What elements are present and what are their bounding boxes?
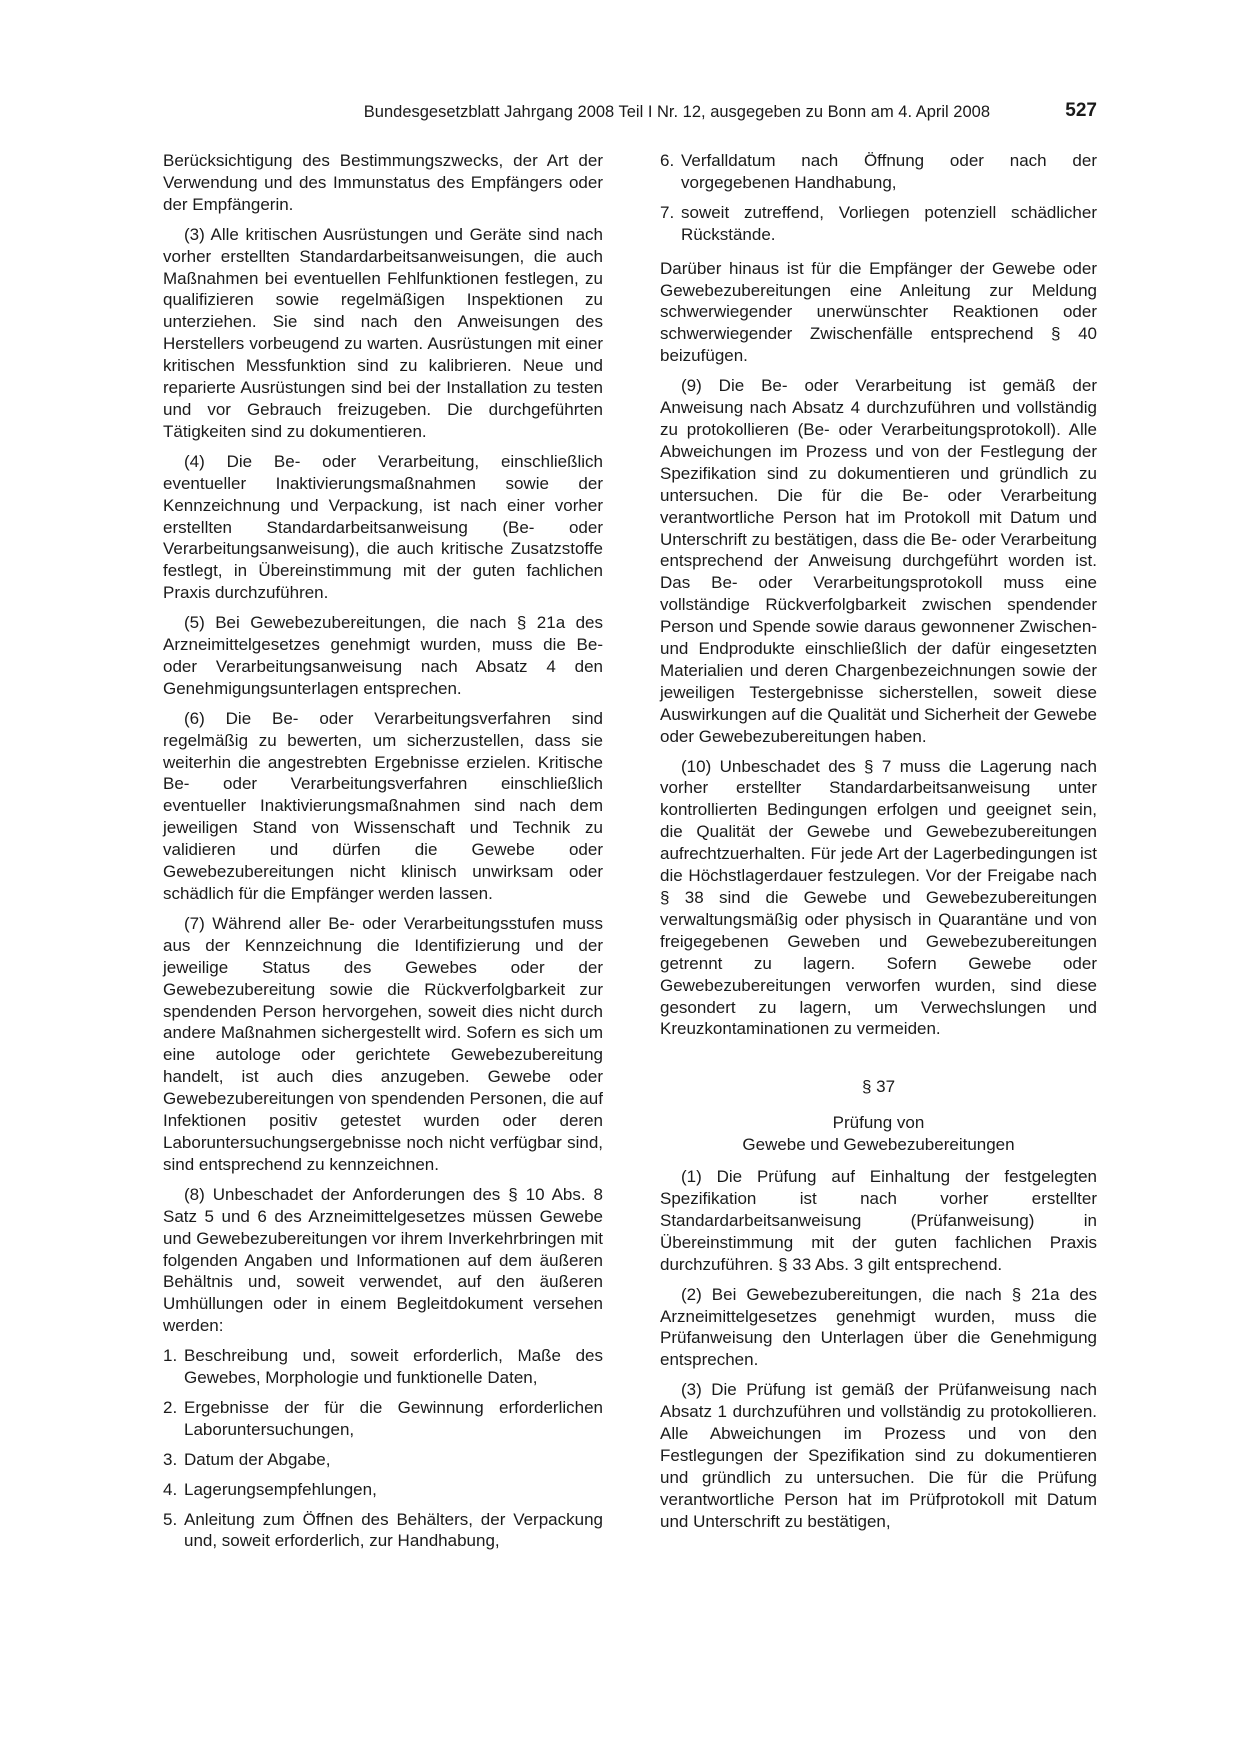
list-item-number: 4. bbox=[163, 1479, 178, 1499]
list-item-text: Ergebnisse der für die Gewinnung erforderlichen Laboruntersuchungen, bbox=[184, 1397, 603, 1439]
list-item-text: Lagerungsempfehlungen, bbox=[184, 1479, 377, 1499]
list-item-number: 6. bbox=[660, 151, 675, 170]
paragraph-7: (7) Während aller Be- oder Verarbeitungsstufen muss aus der Kennzeichnung die Identifizierung und der jeweilige Status des Gewebes oder der Gewebezubereitung sowie die Rückverfolgbarkeit zur spendenden Person hervorgehen, soweit dies nicht durch andere Maßnahmen sichergestellt wird. Sofern es sich um eine autologe oder gerichtete Gewebezubereitung handelt, ist auch dies anzugeben. Gewebe oder Gewebezubereitungen von spendenden Personen, die auf Infektionen positiv getestet wurden oder deren Laboruntersuchungsergebnisse noch nicht verfügbar sind, sind entsprechend zu kennzeichnen. bbox=[163, 913, 603, 1174]
section-title-line-2: Gewebe und Gewebezubereitungen bbox=[742, 1135, 1015, 1155]
after-list-paragraph: Darüber hinaus ist für die Empfänger der Gewebe oder Gewebezubereitungen eine Anleitung zur Meldung schwerwiegender unerwünschter Reaktionen oder schwerwiegender Zwischenfälle entsprechend § 40 beizufügen. bbox=[660, 258, 1097, 366]
page-header bbox=[162, 100, 1097, 124]
paragraph-8: (8) Unbeschadet der Anforderungen des § 10 Abs. 8 Satz 5 und 6 des Arzneimittelgesetzes müssen Gewebe und Gewebezubereitungen vor ihrem Inverkehrbringen mit folgenden Angaben und Informationen auf dem äußeren Behältnis und, soweit verwendet, auf den äußeren Umhüllungen oder in einem Begleitdokument versehen werden: bbox=[163, 1184, 603, 1336]
list-item-number: 1. bbox=[163, 1346, 178, 1366]
list-item-text: Verfalldatum nach Öffnung oder nach der vorgegebenen Handhabung, bbox=[681, 151, 1097, 192]
list-item-text: Datum der Abgabe, bbox=[184, 1449, 331, 1469]
requirements-list bbox=[163, 1345, 603, 1552]
list-item bbox=[660, 202, 1097, 246]
section-number: § 37 bbox=[861, 1077, 896, 1097]
continuation-paragraph: Berücksichtigung des Bestimmungszwecks, der Art der Verwendung und des Immunstatus des Empfängers oder der Empfängerin. bbox=[163, 151, 603, 214]
section-paragraph-3: (3) Die Prüfung ist gemäß der Prüfanweisung nach Absatz 1 durchzuführen und vollständig zu protokollieren. Alle Abweichungen im Prozess und von den Festlegungen der Spezifikation sind zu dokumentieren und gründlich zu untersuchen. Die für die Prüfung verantwortliche Person hat im Prüfprotokoll mit Datum und Unterschrift zu bestätigen, bbox=[660, 1380, 1097, 1531]
paragraph-6: (6) Die Be- oder Verarbeitungsverfahren sind regelmäßig zu bewerten, um sicherzustellen, dass sie weiterhin die angestrebten Ergebnisse erzielen. Kritische Be- oder Verarbeitungsverfahren einschließlich eventueller Inaktivierungsmaßnahmen sind nach dem jeweiligen Stand von Wissenschaft und Technik zu validieren und dürfen die Gewebe oder Gewebezubereitungen nicht klinisch unwirksam oder schädlich für die Empfänger werden lassen. bbox=[163, 708, 603, 903]
list-item bbox=[163, 1479, 603, 1501]
section-paragraph-1: (1) Die Prüfung auf Einhaltung der festgelegten Spezifikation ist nach vorher erstellter Standardarbeitsanweisung (Prüfanweisung) in Übereinstimmung mit der guten fachlichen Praxis durchzuführen. § 33 Abs. 3 gilt entsprechend. bbox=[660, 1167, 1097, 1274]
list-item bbox=[163, 1449, 603, 1471]
paragraph-3: (3) Alle kritischen Ausrüstungen und Geräte sind nach vorher erstellten Standardarbeitsanweisungen, die auch Maßnahmen bei eventuellen Fehlfunktionen festlegen, zu qualifizieren sowie regelmäßigen Inspektionen zu unterziehen. Sie sind nach den Anweisungen des Herstellers vorbeugend zu warten. Ausrüstungen mit einer kritischen Messfunktion sind zu kalibrieren. Neue und reparierte Ausrüstungen sind bei der Installation zu testen und vor Gebrauch freizugeben. Die durchgeführten Tätigkeiten sind zu dokumentieren. bbox=[163, 224, 603, 441]
list-item bbox=[163, 1509, 603, 1553]
list-item-number: 7. bbox=[660, 202, 675, 222]
paragraph-10: (10) Unbeschadet des § 7 muss die Lagerung nach vorher erstellter Standardarbeitsanweisung unter kontrollierten Bedingungen erfolgen und geeignet sein, die Qualität der Gewebe und Gewebezubereitungen aufrechtzuerhalten. Für jede Art der Lagerbedingungen ist die Höchstlagerdauer festzulegen. Vor der Freigabe nach § 38 sind die Gewebe und Gewebezubereitungen verwaltungsmäßig oder physisch in Quarantäne und von freigegebenen Geweben und Gewebezubereitungen getrennt zu lagern. Sofern Gewebe oder Gewebezubereitungen verworfen wurden, sind diese gesondert zu lagern, um Verwechslungen und Kreuzkontaminationen zu vermeiden. bbox=[660, 756, 1097, 1039]
paragraph-5: (5) Bei Gewebezubereitungen, die nach § 21a des Arzneimittelgesetzes genehmigt wurden, muss die Be- oder Verarbeitungsanweisung nach Absatz 4 den Genehmigungsunterlagen entsprechen. bbox=[163, 613, 603, 698]
list-item-text: Beschreibung und, soweit erforderlich, Maße des Gewebes, Morphologie und funktionelle Daten, bbox=[184, 1346, 603, 1388]
list-item-text: soweit zutreffend, Vorliegen potenziell schädlicher Rückstände. bbox=[681, 202, 1097, 244]
list-item-number: 5. bbox=[163, 1509, 178, 1529]
list-item-number: 3. bbox=[163, 1449, 178, 1469]
list-item bbox=[163, 1397, 603, 1441]
list-item-number: 2. bbox=[163, 1397, 178, 1417]
paragraph-4: (4) Die Be- oder Verarbeitung, einschließlich eventueller Inaktivierungsmaßnahmen sowie der Kennzeichnung und Verpackung, ist nach einer vorher erstellten Standardarbeitsanweisung (Be- oder Verarbeitungsanweisung), die auch kritische Zusatzstoffe festlegt, in Übereinstimmung mit der guten fachlichen Praxis durchzuführen. bbox=[163, 451, 603, 603]
requirements-list-continued bbox=[660, 150, 1097, 246]
section-paragraph-2: (2) Bei Gewebezubereitungen, die nach § 21a des Arzneimittelgesetzes genehmigt wurden, muss die Prüfanweisung den Unterlagen über die Genehmigung entsprechen. bbox=[660, 1284, 1097, 1370]
running-head: Bundesgesetzblatt Jahrgang 2008 Teil I Nr. 12, ausgegeben zu Bonn am 4. April 2008 bbox=[363, 103, 990, 121]
left-column bbox=[163, 150, 603, 1552]
paragraph-9: (9) Die Be- oder Verarbeitung ist gemäß der Anweisung nach Absatz 4 durchzuführen und vollständig zu protokollieren (Be- oder Verarbeitungsprotokoll). Alle Abweichungen im Prozess und von der Festlegung der Spezifikation sind zu dokumentieren und gründlich zu untersuchen. Die für die Be- oder Verarbeitung verantwortliche Person hat im Protokoll mit Datum und Unterschrift zu bestätigen, dass die Be- oder Verarbeitung entsprechend der Anweisung durchgeführt worden ist. Das Be- oder Verarbeitungsprotokoll muss eine vollständige Rückverfolgbarkeit zwischen spendender Person und Spende sowie daraus gewonnener Zwischen- und Endprodukte einschließlich der dafür eingesetzten Materialien und deren Chargenbezeichnungen sowie der jeweiligen Testergebnisse sicherstellen, soweit diese Auswirkungen auf die Qualität und Sicherheit der Gewebe oder Gewebezubereitungen haben. bbox=[660, 376, 1097, 746]
list-item bbox=[163, 1345, 603, 1389]
section-title bbox=[660, 1112, 1097, 1156]
section-title-line-1: Prüfung von bbox=[832, 1113, 925, 1133]
list-item-text: Anleitung zum Öffnen des Behälters, der Verpackung und, soweit erforderlich, zur Handhabung, bbox=[184, 1509, 603, 1551]
right-column bbox=[660, 150, 1097, 1533]
page-number: 527 bbox=[1065, 100, 1097, 121]
list-item bbox=[660, 150, 1097, 194]
